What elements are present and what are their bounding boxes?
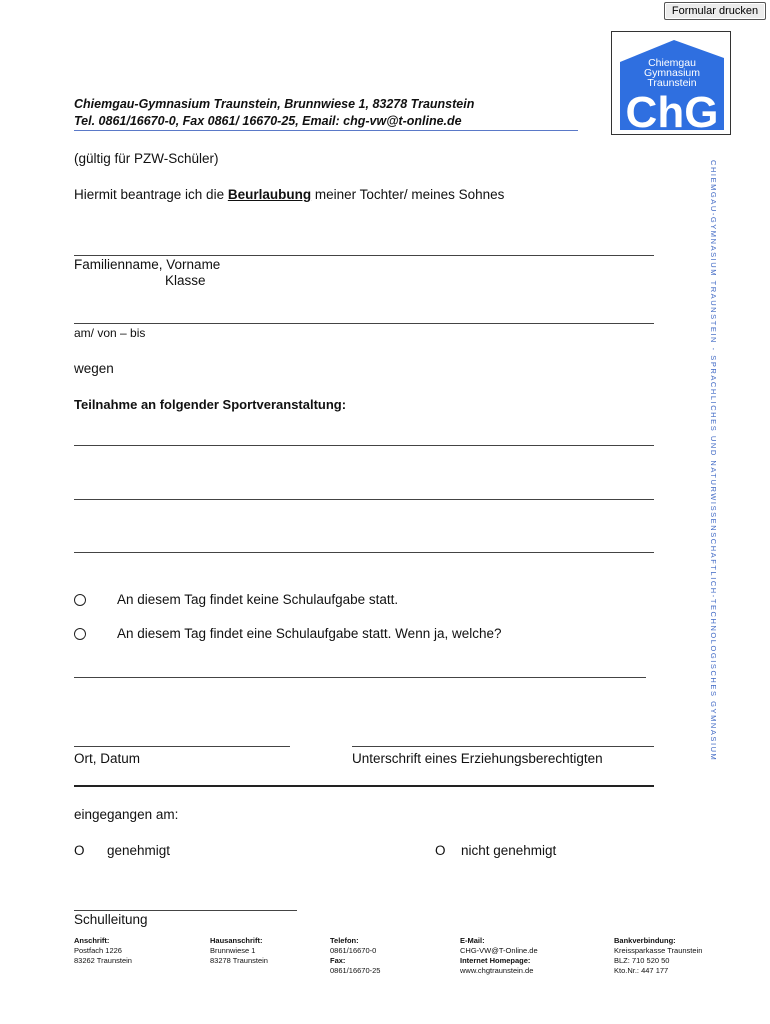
footer-address — [74, 936, 132, 966]
print-form-button[interactable]: Formular drucken — [664, 2, 766, 20]
footer-address-line1: Postfach 1226 — [74, 946, 122, 955]
footer-email-title: E-Mail: — [460, 936, 485, 945]
name-label: Familienname, Vorname — [74, 257, 221, 272]
event-input-line-1[interactable] — [74, 445, 654, 446]
footer-bank-title: Bankverbindung: — [614, 936, 676, 945]
principal-label: Schulleitung — [74, 912, 148, 927]
no-exam-label: An diesem Tag findet keine Schulaufgabe statt. — [117, 592, 399, 607]
received-label: eingegangen am: — [74, 807, 179, 822]
school-contact: Tel. 0861/16670-0, Fax 0861/ 16670-25, Email: chg-vw@t-online.de — [74, 114, 462, 128]
footer-phone-title: Telefon: — [330, 936, 359, 945]
footer-homepage-line: www.chgtraunstein.de — [460, 966, 534, 975]
principal-signature-line[interactable] — [74, 910, 297, 911]
date-label: am/ von – bis — [74, 326, 146, 340]
footer-bank-line3: Kto.Nr.: 447 177 — [614, 966, 669, 975]
approved-mark[interactable]: O — [74, 843, 85, 858]
logo-line1: Chiemgau — [648, 57, 696, 69]
footer-bank-line2: BLZ: 710 520 50 — [614, 956, 670, 965]
footer-house-line1: Brunnwiese 1 — [210, 946, 256, 955]
exam-input-line[interactable] — [74, 677, 646, 678]
footer-email — [460, 936, 538, 976]
footer-address-title: Anschrift: — [74, 936, 110, 945]
footer-fax-title: Fax: — [330, 956, 346, 965]
school-logo — [611, 31, 731, 135]
footer-bank — [614, 936, 702, 976]
footer-house — [210, 936, 268, 966]
exam-radio[interactable] — [74, 628, 86, 640]
date-input-line[interactable] — [74, 323, 654, 324]
request-intro-bold: Beurlaubung — [227, 187, 312, 202]
exam-label: An diesem Tag findet eine Schulaufgabe statt. Wenn ja, welche? — [117, 626, 502, 641]
footer-house-title: Hausanschrift: — [210, 936, 263, 945]
school-tagline-vertical: CHIEMGAU-GYMNASIUM TRAUNSTEIN - SPRACHLICHES UND NATURWISSENSCHAFTLICH-TECHNOLOGISCHES GYMNASIUM — [709, 160, 718, 762]
class-label: Klasse — [165, 273, 206, 288]
event-input-line-2[interactable] — [74, 499, 654, 500]
place-date-label: Ort, Datum — [74, 751, 141, 766]
logo-line3: Traunstein — [647, 77, 697, 89]
logo-line2: Gymnasium — [643, 67, 701, 79]
school-address: Chiemgau-Gymnasium Traunstein, Brunnwiese 1, 83278 Traunstein — [74, 97, 475, 111]
place-date-input-line[interactable] — [74, 746, 290, 747]
footer-house-line2: 83278 Traunstein — [210, 956, 268, 965]
footer-email-line1: CHG-VW@T-Online.de — [460, 946, 538, 955]
event-input-line-3[interactable] — [74, 552, 654, 553]
not-approved-label: nicht genehmigt — [461, 843, 557, 858]
not-approved-mark[interactable]: O — [435, 843, 446, 858]
validity-note: (gültig für PZW-Schüler) — [74, 151, 219, 166]
footer-fax-line: 0861/16670-25 — [330, 966, 381, 975]
footer-bank-line1: Kreissparkasse Traunstein — [614, 946, 703, 955]
no-exam-radio[interactable] — [74, 594, 86, 606]
event-label: Teilnahme an folgender Sportveranstaltung: — [74, 397, 347, 412]
request-intro-after: meiner Tochter/ meines Sohnes — [311, 187, 505, 202]
reason-label: wegen — [74, 361, 114, 376]
request-intro — [74, 187, 504, 202]
logo-graphic — [612, 32, 730, 134]
footer-phone — [330, 936, 380, 976]
office-separator — [74, 785, 654, 787]
approved-label: genehmigt — [107, 843, 171, 858]
logo-monogram: ChG — [625, 88, 719, 134]
signature-input-line[interactable] — [352, 746, 654, 747]
header-rule — [74, 130, 578, 131]
footer-address-line2: 83262 Traunstein — [74, 956, 132, 965]
name-input-line[interactable] — [74, 255, 654, 256]
footer-homepage-title: Internet Homepage: — [460, 956, 531, 965]
signature-label: Unterschrift eines Erziehungsberechtigten — [352, 751, 603, 766]
request-intro-before: Hiermit beantrage ich die — [74, 187, 228, 202]
footer-phone-line1: 0861/16670-0 — [330, 946, 377, 955]
